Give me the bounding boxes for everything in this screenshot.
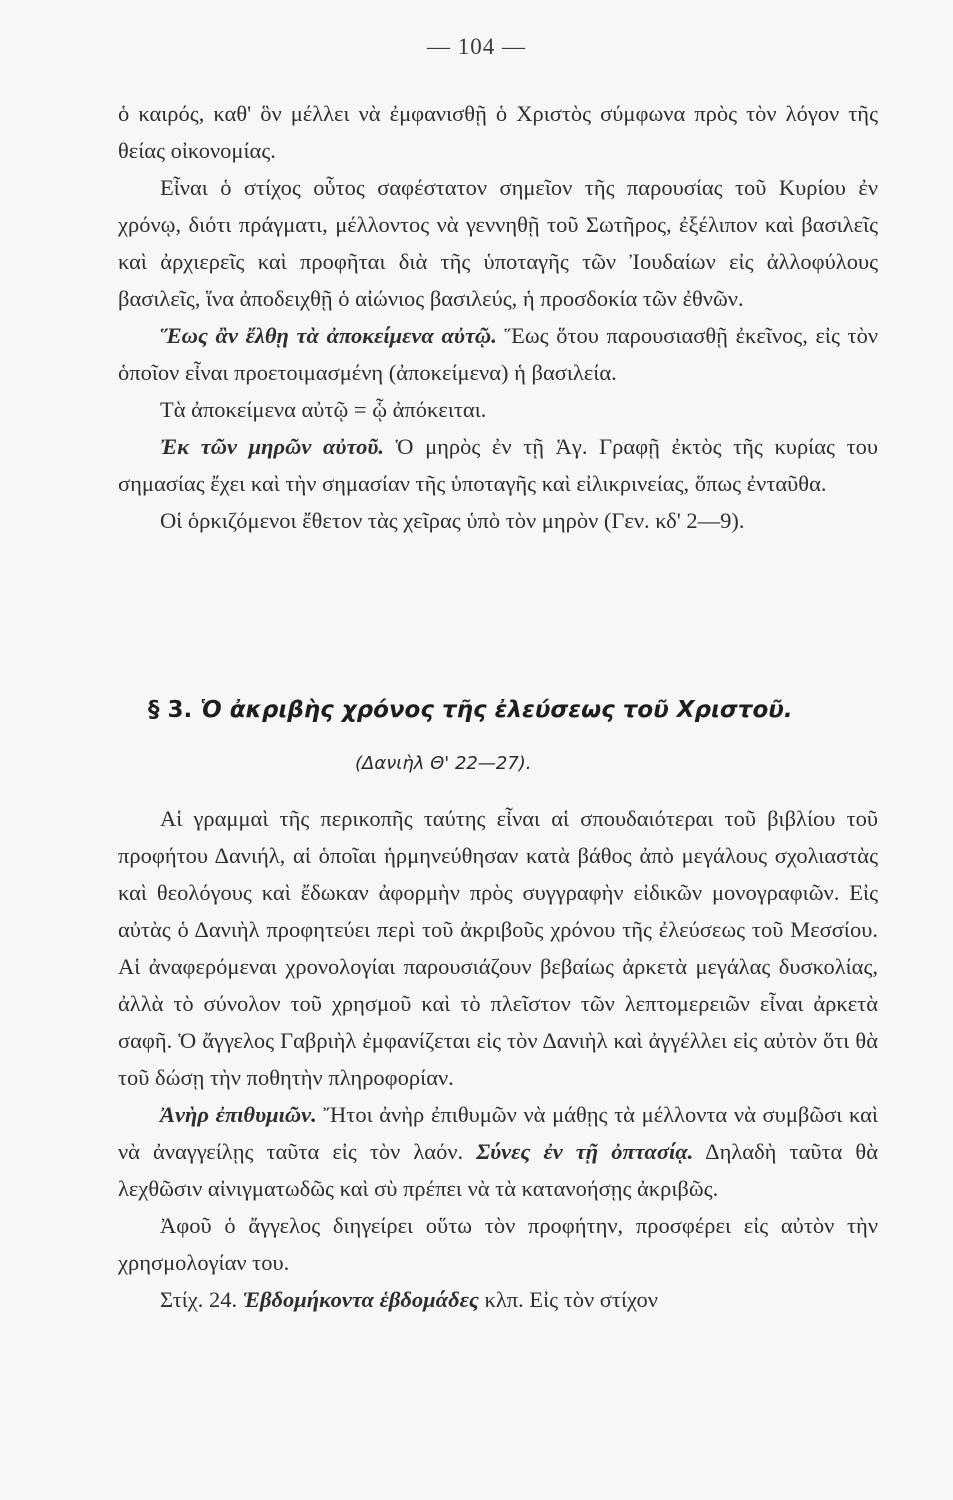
paragraph: ὁ καιρός, καθ' ὃν μέλλει νὰ ἐμφανισθῇ ὁ Χριστὸς σύμφωνα πρὸς τὸν λόγον τῆς θείας οἰκονομίας. [118,101,878,163]
top-text-block [118,95,878,539]
lemma: Ἀνὴρ ἐπιθυμιῶν. [160,1102,317,1127]
paragraph: Εἶναι ὁ στίχος οὗτος σαφέστατον σημεῖον τῆς παρουσίας τοῦ Κυρίου ἐν χρόνῳ, διότι πράγματι, μέλλοντος νὰ γεννηθῇ τοῦ Σωτῆρος, ἐξέλιπον καὶ βασιλεῖς καὶ ἀρχιερεῖς καὶ προφῆται διὰ τῆς ὑποταγῆς τῶν Ἰουδαίων εἰς ἀλλοφύλους βασιλεῖς, ἵνα ἀποδειχθῇ ὁ αἰώνιος βασιλεύς, ἡ προσδοκία τῶν ἐθνῶν. [118,175,878,311]
lemma-explanation: Ὁ μηρὸς ἐν τῇ Ἁγ. Γραφῇ ἐκτὸς τῆς κυρίας του σημασίας ἔχει καὶ τὴν σημασίαν τῆς ὑποταγῆς καὶ εἰλικρινείας, ὅπως ἐνταῦθα. [118,434,878,496]
paragraph [118,1096,878,1207]
paragraph [118,317,878,391]
section-subtitle: (Δανιὴλ Θ' 22—27). [355,753,532,774]
lemma: Σύνες ἐν τῇ ὀπτασίᾳ. [476,1139,694,1164]
section-number: § 3. [148,697,193,723]
paragraph: Οἱ ὁρκιζόμενοι ἔθετον τὰς χεῖρας ὑπὸ τὸν μηρὸν (Γεν. κδ' 2—9). [160,508,745,533]
lemma: Ἐκ τῶν μηρῶν αὐτοῦ. [160,434,385,459]
lemma: Ἑβδομήκοντα ἑβδομάδες [242,1287,479,1312]
bottom-text-block [118,800,878,1318]
paragraph: Ἀφοῦ ὁ ἄγγελος διηγείρει οὕτω τὸν προφήτην, προσφέρει εἰς αὐτὸν τὴν χρησμολογίαν του. [118,1213,878,1275]
paragraph: Αἱ γραμμαὶ τῆς περικοπῆς ταύτης εἶναι αἱ σπουδαιότεραι τοῦ βιβλίου τοῦ προφήτου Δανιήλ, αἱ ὁποῖαι ἡρμηνεύθησαν κατὰ βάθος ἀπὸ μεγάλους σχολιαστὰς καὶ θεολόγους καὶ ἔδωκαν ἀφορμὴν πρὸς συγγραφὴν εἰδικῶν μονογραφιῶν. Εἰς αὐτὰς ὁ Δανιὴλ προφητεύει περὶ τοῦ ἀκριβοῦς χρόνου τῆς ἐλεύσεως τοῦ Μεσσίου. Αἱ ἀναφερόμεναι χρονολογίαι παρουσιάζουν βεβαίως ἀρκετὰ μεγάλας δυσκολίας, ἀλλὰ τὸ σύνολον τοῦ χρησμοῦ καὶ τὸ πλεῖστον τῶν λεπτομερειῶν εἶναι ἀρκετὰ σαφῆ. Ὁ ἄγγελος Γαβριὴλ ἐμφανίζεται εἰς τὸν Δανιὴλ καὶ ἀγγέλλει εἰς αὐτὸν ὅτι θὰ τοῦ δώσῃ τὴν ποθητὴν πληροφορίαν. [118,806,878,1090]
lemma-explanation: Δηλαδὴ ταῦτα θὰ λεχθῶσιν αἰνιγματωδῶς καὶ σὺ πρέπει νὰ τὰ κατανοήσῃς ἀκριβῶς. [118,1139,878,1201]
paragraph [118,1281,878,1318]
lemma-explanation: Ἤτοι ἀνὴρ ἐπιθυμῶν νὰ μάθῃς τὰ μέλλοντα νὰ συμβῶσι καὶ νὰ ἀναγγείλῃς ταῦτα εἰς τὸν λαόν. [118,1102,878,1164]
section-heading [148,697,793,723]
paragraph [118,428,878,502]
lemma-explanation: Ἕως ὅτου παρουσιασθῇ ἐκεῖνος, εἰς τὸν ὁποῖον εἶναι προετοιμασμένη (ἀποκείμενα) ἡ βασιλεία. [118,323,879,385]
lemma: Ἕως ἂν ἔλθῃ τὰ ἀποκείμενα αὐτῷ. [160,323,497,348]
lemma-explanation: κλπ. Εἰς τὸν στίχον [478,1287,658,1312]
paragraph: Τὰ ἀποκείμενα αὐτῷ = ᾧ ἀπόκειται. [160,397,487,422]
section-title: Ὁ ἀκριβὴς χρόνος τῆς ἐλεύσεως τοῦ Χριστοῦ. [200,697,793,723]
page-number: — 104 — [427,34,526,59]
verse-ref: Στίχ. 24. [160,1287,243,1312]
